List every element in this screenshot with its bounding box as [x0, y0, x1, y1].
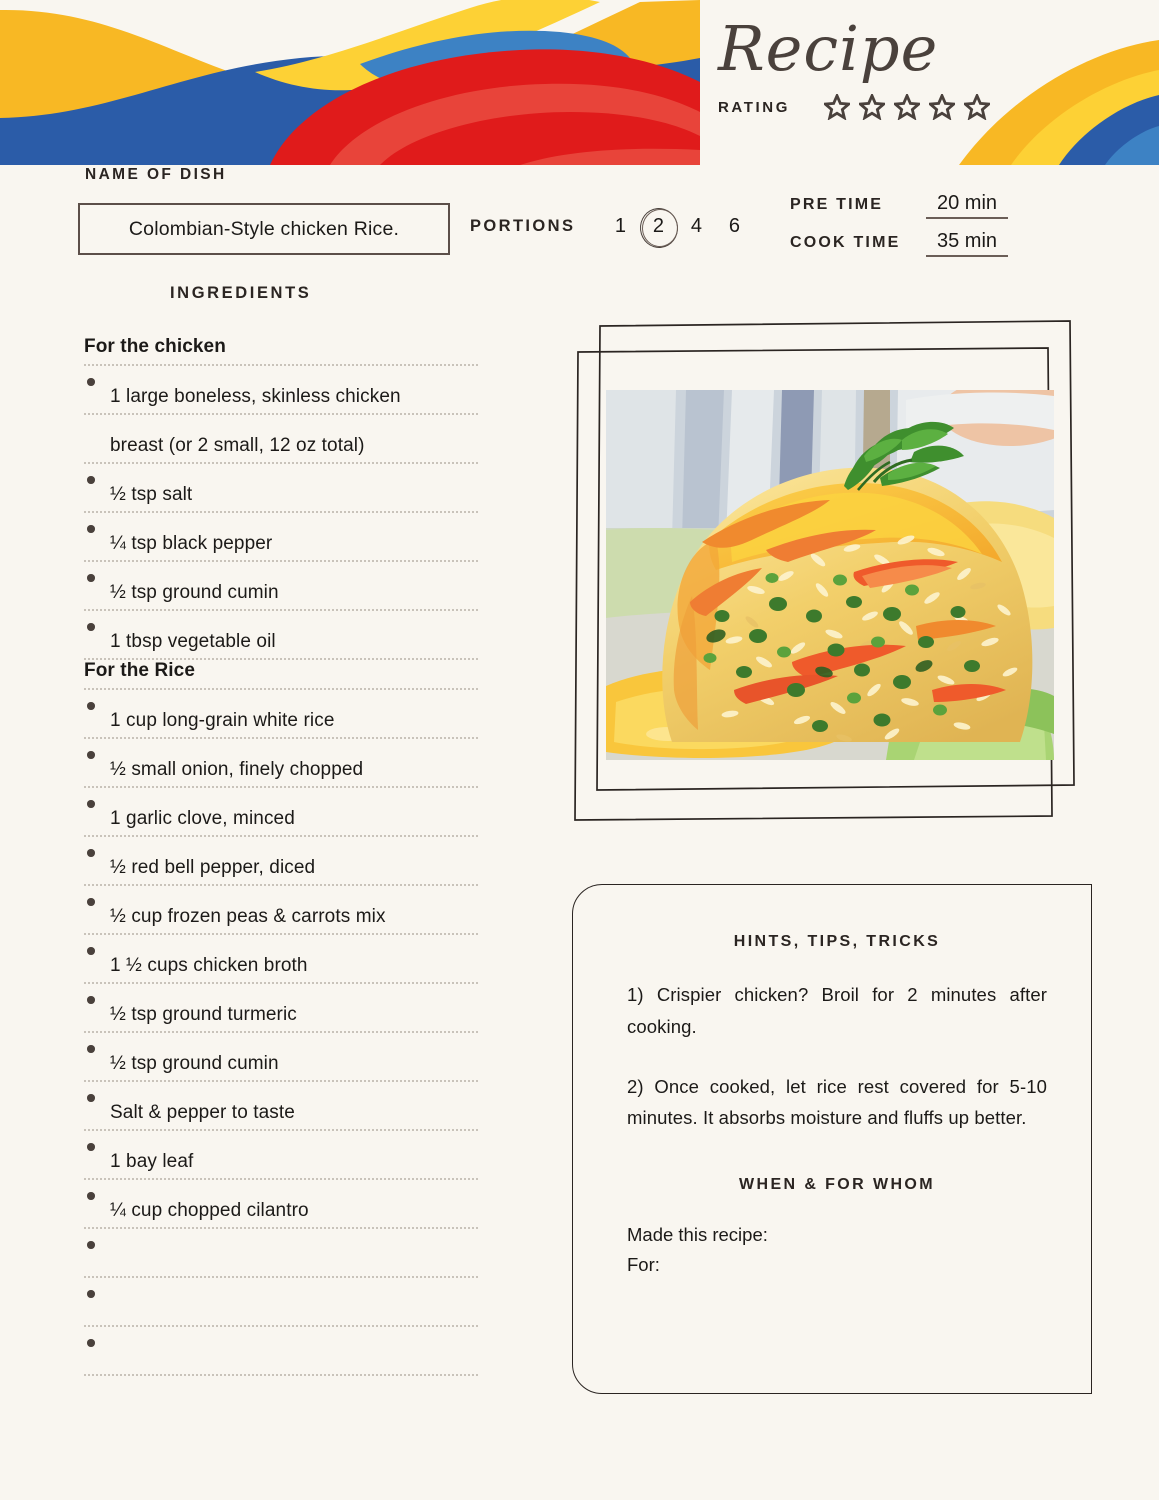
- bullet-icon: [87, 1339, 95, 1347]
- colombia-wave-left-decoration: [0, 0, 700, 165]
- portions-selector[interactable]: [470, 215, 753, 238]
- ingredients-section-title: For the Rice: [84, 660, 478, 690]
- portion-option-6[interactable]: 6: [728, 215, 740, 237]
- for-label[interactable]: For:: [627, 1254, 660, 1276]
- ingredients-list: [84, 336, 478, 1376]
- ingredient-line[interactable]: [84, 611, 478, 660]
- ingredient-line[interactable]: [84, 1327, 478, 1376]
- ingredient-text: ½ tsp ground turmeric: [110, 1004, 297, 1026]
- tip-item-2: 2) Once cooked, let rice rest covered for 5-10 minutes. It absorbs moisture and fluffs up better.: [627, 1075, 1047, 1129]
- dish-photo-frame: [572, 308, 1092, 848]
- bullet-icon: [87, 947, 95, 955]
- bullet-icon: [87, 1192, 95, 1200]
- ingredient-line[interactable]: [84, 837, 478, 886]
- ingredient-line[interactable]: [84, 788, 478, 837]
- ingredient-text: ½ tsp salt: [110, 484, 193, 506]
- ingredient-text: ½ tsp ground cumin: [110, 582, 279, 604]
- portion-option-4[interactable]: 4: [690, 215, 702, 237]
- pre-time-label: PRE TIME: [790, 196, 884, 213]
- star-icon[interactable]: [964, 94, 990, 120]
- portion-option-1[interactable]: 1: [614, 215, 626, 237]
- ingredient-text: 1 garlic clove, minced: [110, 808, 295, 830]
- ingredient-text: ¼ cup chopped cilantro: [110, 1200, 309, 1222]
- when-for-whom-fields: [627, 1220, 1047, 1280]
- bullet-icon: [87, 378, 95, 386]
- hints-tips-panel: [572, 884, 1092, 1394]
- ingredient-text: ½ red bell pepper, diced: [110, 857, 316, 879]
- ingredient-line[interactable]: [84, 1131, 478, 1180]
- ingredient-text: 1 ½ cups chicken broth: [110, 955, 308, 977]
- ingredient-text: 1 large boneless, skinless chicken: [110, 386, 401, 408]
- ingredient-line[interactable]: [84, 886, 478, 935]
- ingredient-text: Salt & pepper to taste: [110, 1102, 295, 1124]
- ingredient-line[interactable]: [84, 690, 478, 739]
- rating-stars[interactable]: [824, 94, 990, 120]
- cook-time-row: [790, 230, 1008, 257]
- ingredient-line[interactable]: [84, 562, 478, 611]
- bullet-icon: [87, 849, 95, 857]
- portion-option-2[interactable]: 2: [639, 215, 677, 238]
- dish-photo: [606, 390, 1054, 760]
- ingredient-line[interactable]: [84, 464, 478, 513]
- header-banner: [0, 0, 1159, 165]
- ingredient-line[interactable]: [84, 1180, 478, 1229]
- bullet-icon: [87, 996, 95, 1004]
- made-this-recipe-label[interactable]: Made this recipe:: [627, 1224, 768, 1246]
- star-icon[interactable]: [894, 94, 920, 120]
- bullet-icon: [87, 1094, 95, 1102]
- cook-time-value[interactable]: 35 min: [926, 230, 1008, 257]
- rating-row: [718, 94, 1038, 120]
- star-icon[interactable]: [929, 94, 955, 120]
- rice-dish-illustration: [606, 390, 1054, 760]
- ingredient-line[interactable]: [84, 513, 478, 562]
- bullet-icon: [87, 1290, 95, 1298]
- title-block: [718, 12, 1038, 120]
- ingredient-text: ¼ tsp black pepper: [110, 533, 273, 555]
- when-for-whom-heading: WHEN & FOR WHOM: [739, 1176, 935, 1194]
- bullet-icon: [87, 476, 95, 484]
- dish-name-field[interactable]: [78, 203, 450, 255]
- bullet-icon: [87, 1241, 95, 1249]
- rating-label: RATING: [718, 98, 790, 116]
- ingredients-section-title: For the chicken: [84, 336, 478, 366]
- ingredient-line[interactable]: [84, 1082, 478, 1131]
- pre-time-value[interactable]: 20 min: [926, 192, 1008, 219]
- bullet-icon: [87, 800, 95, 808]
- ingredient-line[interactable]: [84, 1229, 478, 1278]
- ingredient-line[interactable]: [84, 415, 478, 464]
- hints-heading: HINTS, TIPS, TRICKS: [733, 933, 941, 950]
- ingredient-text: 1 cup long-grain white rice: [110, 710, 335, 732]
- pre-time-row: [790, 192, 1008, 219]
- ingredient-line[interactable]: [84, 1278, 478, 1327]
- ingredient-line[interactable]: [84, 935, 478, 984]
- bullet-icon: [87, 525, 95, 533]
- ingredient-text: 1 tbsp vegetable oil: [110, 631, 276, 653]
- bullet-icon: [87, 1045, 95, 1053]
- page-title: Recipe: [718, 12, 939, 85]
- star-icon[interactable]: [859, 94, 885, 120]
- bullet-icon: [87, 898, 95, 906]
- star-icon[interactable]: [824, 94, 850, 120]
- ingredients-heading: INGREDIENTS: [170, 284, 312, 302]
- ingredient-text: breast (or 2 small, 12 oz total): [110, 435, 365, 457]
- bullet-icon: [87, 1143, 95, 1151]
- ingredient-line[interactable]: [84, 984, 478, 1033]
- bullet-icon: [87, 702, 95, 710]
- ingredient-text: ½ small onion, finely chopped: [110, 759, 364, 781]
- dish-name-value: Colombian-Style chicken Rice.: [128, 217, 400, 240]
- ingredient-line[interactable]: [84, 366, 478, 415]
- ingredient-line[interactable]: [84, 739, 478, 788]
- bullet-icon: [87, 623, 95, 631]
- time-block: [790, 192, 1008, 268]
- ingredient-text: ½ cup frozen peas & carrots mix: [110, 906, 386, 928]
- tip-item-1: 1) Crispier chicken? Broil for 2 minutes after cooking.: [627, 984, 1047, 1037]
- ingredient-text: ½ tsp ground cumin: [110, 1053, 279, 1075]
- bullet-icon: [87, 751, 95, 759]
- bullet-icon: [87, 574, 95, 582]
- ingredient-line[interactable]: [84, 1033, 478, 1082]
- portions-label: PORTIONS: [470, 217, 576, 235]
- cook-time-label: COOK TIME: [790, 234, 901, 251]
- name-of-dish-label: NAME OF DISH: [85, 166, 227, 183]
- ingredient-text: 1 bay leaf: [110, 1151, 194, 1173]
